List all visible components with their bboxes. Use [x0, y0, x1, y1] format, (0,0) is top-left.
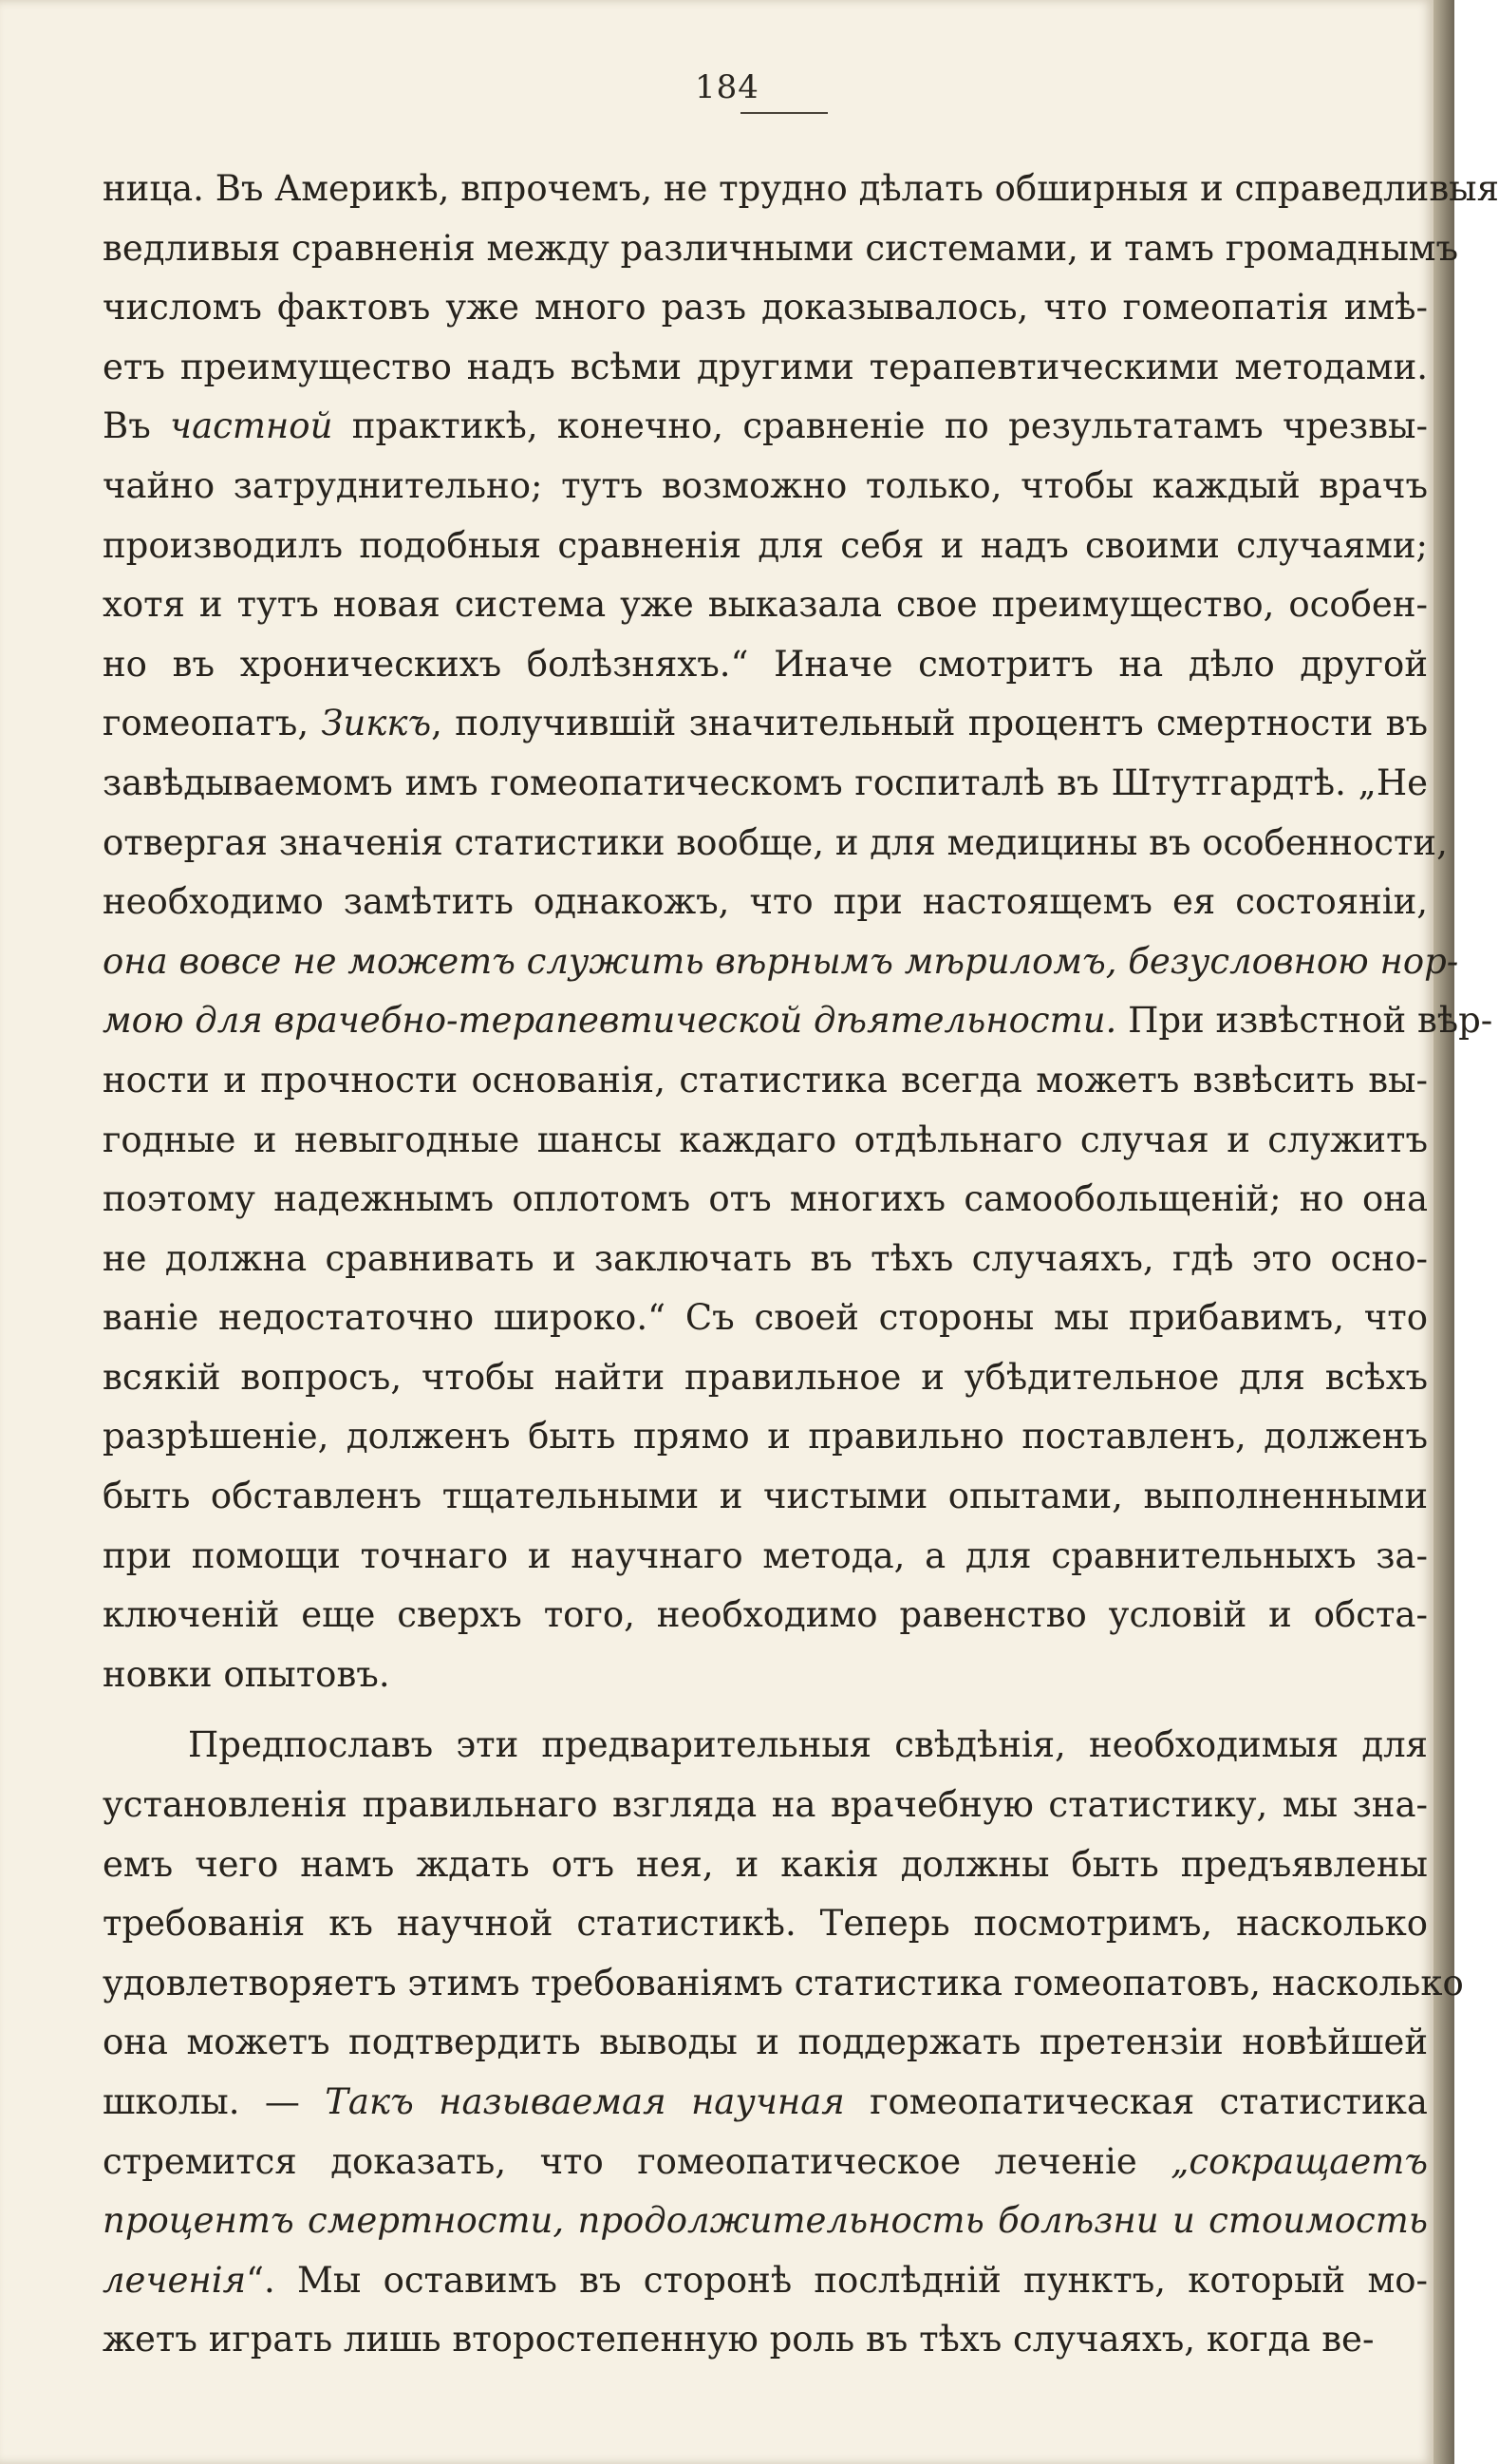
- text-run: необходимо замѣтить однакожъ, что при настоящемъ ея состояніи,: [103, 881, 1428, 923]
- text-run: жетъ играть лишь второстепенную роль въ тѣхъ случаяхъ, когда ве-: [103, 2319, 1375, 2361]
- text-run: ница. Въ Америкѣ, впрочемъ, не трудно дѣлать обширныя и справедливыя: [103, 168, 1499, 209]
- text-line: [103, 1716, 1428, 1776]
- text-run: не должна сравнивать и заключать въ тѣхъ случаяхъ, гдѣ это осно-: [103, 1237, 1428, 1279]
- italic-text: „сокращаетъ: [1171, 2140, 1428, 2182]
- italic-text: Такъ называемая научная: [325, 2081, 845, 2122]
- text-run: “. Мы оставимъ въ сторонѣ послѣдній пунктъ, который мо-: [246, 2259, 1428, 2301]
- text-run: она можетъ подтвердить выводы и поддержать претензіи новѣйшей: [103, 2022, 1428, 2063]
- italic-text: Зиккъ: [321, 703, 432, 744]
- text-line: [103, 1467, 1428, 1527]
- body-text: [103, 160, 1499, 2370]
- text-run: ведливыя сравненія между различными системами, и тамъ громаднымъ: [103, 227, 1459, 269]
- text-run: гомеопатическая статистика: [844, 2081, 1428, 2122]
- text-line: [103, 1646, 1428, 1705]
- text-run: установленія правильнаго взгляда на врачебную статистику, мы зна-: [103, 1784, 1428, 1826]
- text-line: [103, 517, 1428, 576]
- text-run: етъ преимущество надъ всѣми другими терапевтическими методами.: [103, 346, 1428, 387]
- text-run: ключеній еще сверхъ того, необходимо равенство условій и обста-: [103, 1594, 1428, 1636]
- text-line: [103, 1230, 1428, 1289]
- text-line: [103, 1586, 1428, 1646]
- text-line: [103, 278, 1428, 338]
- text-run: но въ хроническихъ болѣзняхъ.“ Иначе смотритъ на дѣло другой: [103, 643, 1428, 685]
- italic-text: леченія: [103, 2259, 247, 2301]
- italic-text: она вовсе не можетъ служить вѣрнымъ мѣриломъ, безусловною нор-: [103, 940, 1459, 982]
- text-run: гомеопатъ,: [103, 703, 322, 744]
- text-run: школы. —: [103, 2081, 326, 2122]
- italic-text: мою для врачебно-терапевтической дѣятельности.: [103, 1000, 1117, 1042]
- text-run: производилъ подобныя сравненія для себя и надъ своими случаями;: [103, 524, 1428, 566]
- text-run: хотя и тутъ новая система уже выказала свое преимущество, особен-: [103, 584, 1428, 626]
- text-line: [103, 219, 1459, 279]
- text-run: завѣдываемомъ имъ гомеопатическомъ госпиталѣ въ Штутгардтѣ. „Не: [103, 762, 1428, 803]
- text-run: числомъ фактовъ уже много разъ доказывалось, что гомеопатія имѣ-: [103, 287, 1428, 329]
- text-run: ности и прочности основанія, статистика всегда можетъ взвѣсить вы-: [103, 1059, 1428, 1100]
- text-line: [103, 397, 1428, 457]
- text-run: При извѣстной вѣр-: [1116, 1000, 1493, 1042]
- text-line: [103, 1051, 1428, 1111]
- text-line: [103, 1894, 1428, 1954]
- text-line: [103, 457, 1428, 517]
- text-line: [103, 1407, 1428, 1467]
- page-number-underline: [740, 112, 828, 114]
- text-line: [103, 575, 1428, 635]
- text-run: стремится доказать, что гомеопатическое леченіе: [103, 2140, 1171, 2182]
- text-line: [103, 160, 1499, 219]
- text-line: [103, 1776, 1428, 1835]
- text-line: [103, 1527, 1428, 1587]
- text-run: , получившій значительный процентъ смертности въ: [431, 703, 1429, 744]
- text-run: всякій вопросъ, чтобы найти правильное и убѣдительное для всѣхъ: [103, 1356, 1428, 1398]
- text-line: [103, 991, 1493, 1051]
- text-line: [103, 932, 1459, 992]
- page-number: 184: [695, 68, 759, 106]
- text-line: [103, 694, 1428, 754]
- text-line: [103, 814, 1448, 874]
- page-edge: [1433, 0, 1454, 2464]
- text-line: [103, 338, 1428, 398]
- text-line: [103, 635, 1428, 695]
- text-run: Въ: [103, 405, 171, 447]
- text-run: практикѣ, конечно, сравненіе по результатамъ чрезвы-: [332, 405, 1428, 447]
- text-line: [103, 1954, 1464, 2014]
- text-line: [103, 2073, 1428, 2133]
- text-line: [103, 754, 1428, 814]
- text-line: [103, 2013, 1428, 2073]
- text-run: чайно затруднительно; тутъ возможно только, чтобы каждый врачъ: [103, 464, 1428, 506]
- text-run: поэтому надежнымъ оплотомъ отъ многихъ самообольщеній; но она: [103, 1178, 1428, 1220]
- text-line: [103, 1288, 1428, 1348]
- text-run: удовлетворяетъ этимъ требованіямъ статистика гомеопатовъ, насколько: [103, 1962, 1464, 2003]
- text-line: [103, 2251, 1428, 2311]
- text-line: [103, 1111, 1428, 1171]
- text-run: новки опытовъ.: [103, 1653, 390, 1695]
- text-run: емъ чего намъ ждать отъ нея, и какія должны быть предъявлены: [103, 1843, 1428, 1885]
- text-line: [103, 2310, 1428, 2370]
- text-run: ваніе недостаточно широко.“ Съ своей стороны мы прибавимъ, что: [103, 1297, 1428, 1339]
- text-run: разрѣшеніе, долженъ быть прямо и правильно поставленъ, долженъ: [103, 1416, 1428, 1458]
- text-run: быть обставленъ тщательными и чистыми опытами, выполненными: [103, 1476, 1428, 1517]
- text-line: [103, 873, 1428, 932]
- text-run: отвергая значенія статистики вообще, и для медицины въ особенности,: [103, 821, 1448, 863]
- text-line: [103, 1835, 1428, 1895]
- text-run: Предпославъ эти предварительныя свѣдѣнія, необходимыя для: [188, 1724, 1428, 1766]
- text-run: требованія къ научной статистикѣ. Теперь посмотримъ, насколько: [103, 1903, 1428, 1945]
- text-line: [103, 1170, 1428, 1230]
- text-line: [103, 2133, 1428, 2192]
- text-run: годные и невыгодные шансы каждаго отдѣльнаго случая и служитъ: [103, 1119, 1428, 1160]
- text-line: [103, 2191, 1428, 2251]
- text-line: [103, 1348, 1428, 1408]
- text-run: при помощи точнаго и научнаго метода, а для сравнительныхъ за-: [103, 1534, 1428, 1576]
- italic-text: процентъ смертности, продолжительность болѣзни и стоимость: [103, 2200, 1428, 2242]
- italic-text: частной: [170, 405, 333, 447]
